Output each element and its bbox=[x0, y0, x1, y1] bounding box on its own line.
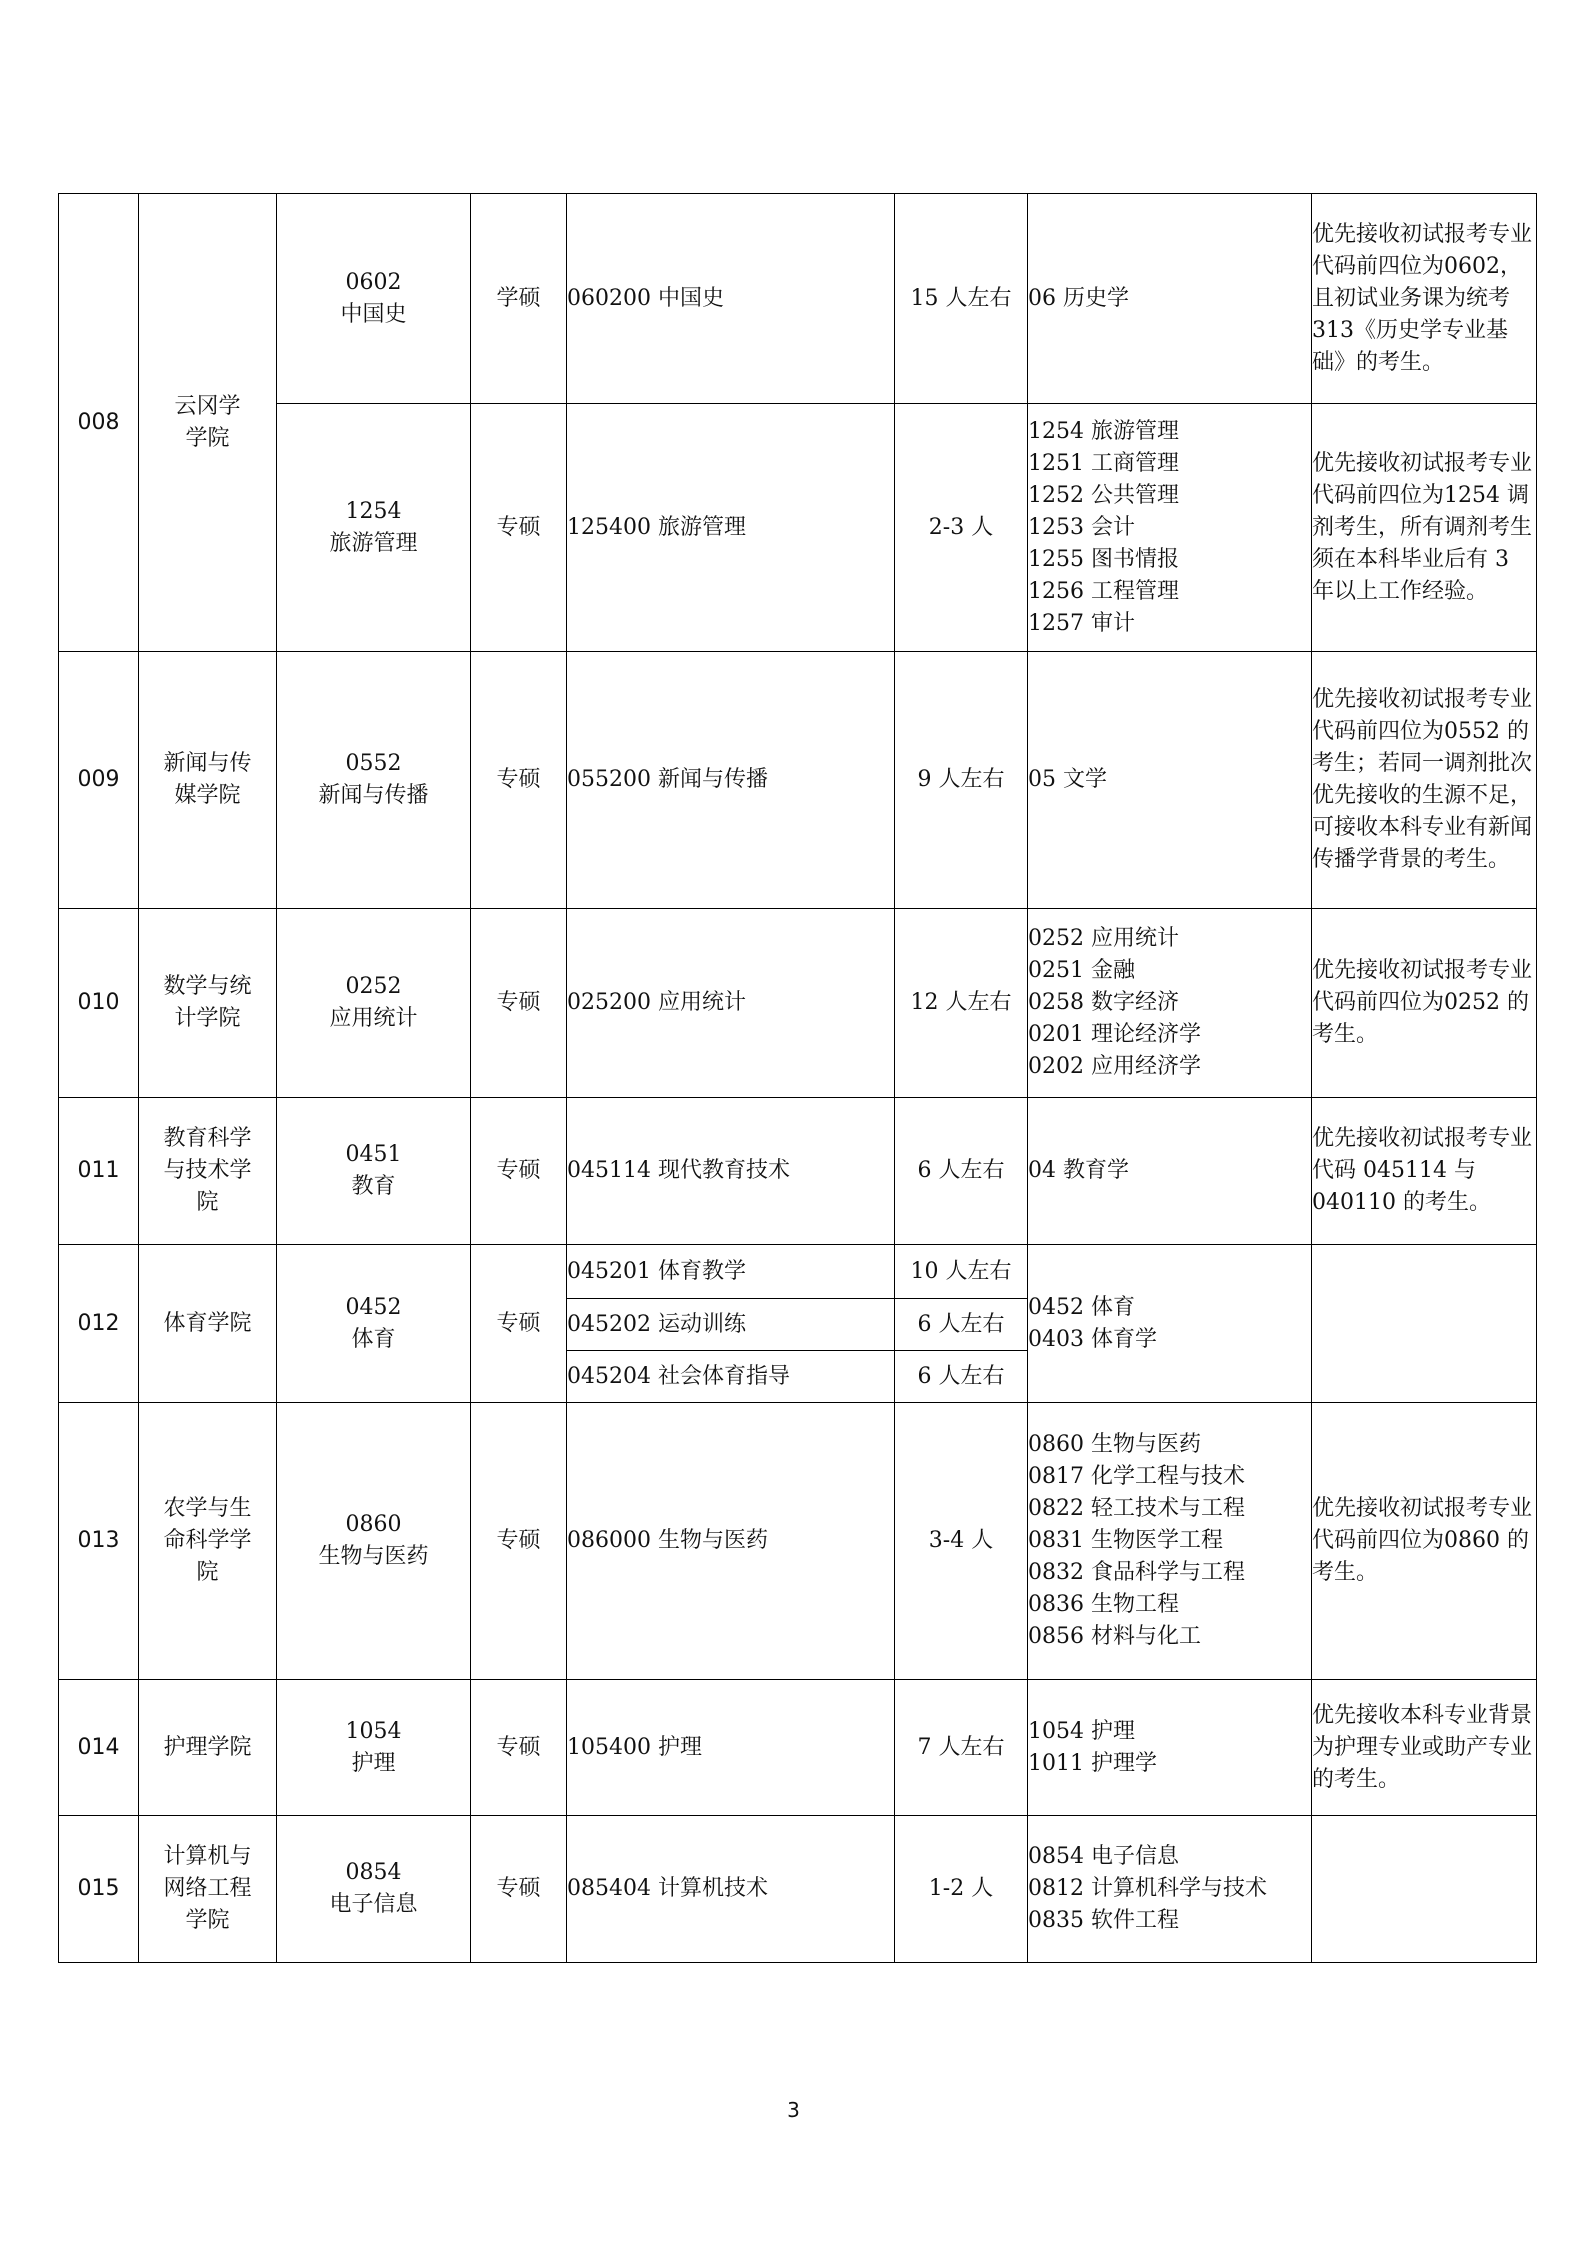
major-name: 中国史 bbox=[340, 301, 407, 327]
major-cell bbox=[277, 909, 471, 1098]
research-direction: 060200 中国史 bbox=[567, 194, 895, 404]
quota: 3-4 人 bbox=[895, 1403, 1028, 1680]
remark: 优先接收本科专业背景为护理专业或助产专业的考生。 bbox=[1312, 1680, 1537, 1816]
degree-type: 专硕 bbox=[471, 652, 567, 909]
research-direction: 086000 生物与医药 bbox=[567, 1403, 895, 1680]
research-direction: 045202 运动训练 bbox=[567, 1299, 895, 1351]
table-row bbox=[59, 1816, 1537, 1963]
degree-type: 专硕 bbox=[471, 1245, 567, 1403]
remark: 优先接收初试报考专业代码 045114 与 040110 的考生。 bbox=[1312, 1098, 1537, 1245]
major-cell bbox=[277, 1098, 471, 1245]
accept-majors: 1254 旅游管理 1251 工商管理 1252 公共管理 1253 会计 1255 图书情报 1256 工程管理 1257 审计 bbox=[1028, 404, 1312, 652]
page-number: 3 bbox=[787, 2098, 800, 2122]
college-name: 计算机与网络工程学院 bbox=[139, 1816, 277, 1963]
degree-type: 专硕 bbox=[471, 404, 567, 652]
major-cell bbox=[277, 1680, 471, 1816]
research-direction: 045114 现代教育技术 bbox=[567, 1098, 895, 1245]
table-row bbox=[59, 404, 1537, 652]
remark: 优先接收初试报考专业代码前四位为0552 的考生；若同一调剂批次优先接收的生源不足，可接收本科专业有新闻传播学背景的考生。 bbox=[1312, 652, 1537, 909]
major-cell bbox=[277, 1403, 471, 1680]
remark bbox=[1312, 1816, 1537, 1963]
degree-type: 专硕 bbox=[471, 1098, 567, 1245]
major-name: 体育 bbox=[351, 1326, 396, 1352]
degree-type: 专硕 bbox=[471, 1680, 567, 1816]
college-code: 014 bbox=[59, 1680, 139, 1816]
major-code: 0451 bbox=[345, 1142, 402, 1167]
college-name: 农学与生命科学学院 bbox=[139, 1403, 277, 1680]
major-code: 0252 bbox=[345, 974, 402, 999]
accept-majors: 05 文学 bbox=[1028, 652, 1312, 909]
college-code: 012 bbox=[59, 1245, 139, 1403]
table-row bbox=[59, 1680, 1537, 1816]
major-name: 生物与医药 bbox=[318, 1544, 429, 1569]
remark: 优先接收初试报考专业代码前四位为1254 调剂考生，所有调剂考生须在本科毕业后有 3 年以上工作经验。 bbox=[1312, 404, 1537, 652]
quota: 12 人左右 bbox=[895, 909, 1028, 1098]
college-name: 云冈学学院 bbox=[139, 194, 277, 652]
college-code: 015 bbox=[59, 1816, 139, 1963]
degree-type: 学硕 bbox=[471, 194, 567, 404]
quota: 10 人左右 bbox=[895, 1245, 1028, 1299]
adjustment-table bbox=[58, 193, 1537, 1963]
accept-majors: 0854 电子信息 0812 计算机科学与技术 0835 软件工程 bbox=[1028, 1816, 1312, 1963]
major-name: 新闻与传播 bbox=[318, 783, 429, 808]
major-code: 0860 bbox=[345, 1512, 402, 1537]
major-cell bbox=[277, 404, 471, 652]
quota: 6 人左右 bbox=[895, 1299, 1028, 1351]
accept-majors: 0252 应用统计 0251 金融 0258 数字经济 0201 理论经济学 0202 应用经济学 bbox=[1028, 909, 1312, 1098]
degree-type: 专硕 bbox=[471, 1816, 567, 1963]
college-code: 009 bbox=[59, 652, 139, 909]
college-code: 013 bbox=[59, 1403, 139, 1680]
quota: 6 人左右 bbox=[895, 1351, 1028, 1403]
degree-type: 专硕 bbox=[471, 909, 567, 1098]
degree-type: 专硕 bbox=[471, 1403, 567, 1680]
remark: 优先接收初试报考专业代码前四位为0252 的考生。 bbox=[1312, 909, 1537, 1098]
table-row bbox=[59, 652, 1537, 909]
college-code: 008 bbox=[59, 194, 139, 652]
major-code: 1254 bbox=[345, 498, 402, 524]
college-name: 数学与统计学院 bbox=[139, 909, 277, 1098]
quota: 1-2 人 bbox=[895, 1816, 1028, 1963]
quota: 15 人左右 bbox=[895, 194, 1028, 404]
major-name: 电子信息 bbox=[329, 1892, 418, 1917]
college-name: 新闻与传媒学院 bbox=[139, 652, 277, 909]
remark: 优先接收初试报考专业代码前四位为0860 的考生。 bbox=[1312, 1403, 1537, 1680]
research-direction: 085404 计算机技术 bbox=[567, 1816, 895, 1963]
major-code: 0854 bbox=[345, 1860, 402, 1885]
quota: 2-3 人 bbox=[895, 404, 1028, 652]
accept-majors: 0452 体育 0403 体育学 bbox=[1028, 1245, 1312, 1403]
major-code: 0552 bbox=[345, 751, 402, 776]
accept-majors: 04 教育学 bbox=[1028, 1098, 1312, 1245]
college-name: 体育学院 bbox=[139, 1245, 277, 1403]
research-direction: 055200 新闻与传播 bbox=[567, 652, 895, 909]
major-cell bbox=[277, 652, 471, 909]
major-name: 教育 bbox=[351, 1174, 396, 1199]
major-name: 应用统计 bbox=[329, 1006, 418, 1031]
major-cell bbox=[277, 194, 471, 404]
major-code: 0452 bbox=[345, 1294, 402, 1320]
college-code: 011 bbox=[59, 1098, 139, 1245]
major-cell bbox=[277, 1816, 471, 1963]
accept-majors: 1054 护理 1011 护理学 bbox=[1028, 1680, 1312, 1816]
major-name: 护理 bbox=[351, 1750, 396, 1776]
quota: 9 人左右 bbox=[895, 652, 1028, 909]
major-code: 0602 bbox=[345, 269, 402, 295]
college-code: 010 bbox=[59, 909, 139, 1098]
table-row bbox=[59, 1098, 1537, 1245]
remark: 优先接收初试报考专业代码前四位为0602，且初试业务课为统考 313《历史学专业基础》的考生。 bbox=[1312, 194, 1537, 404]
major-cell bbox=[277, 1245, 471, 1403]
research-direction: 025200 应用统计 bbox=[567, 909, 895, 1098]
research-direction: 105400 护理 bbox=[567, 1680, 895, 1816]
accept-majors: 0860 生物与医药 0817 化学工程与技术 0822 轻工技术与工程 0831 生物医学工程 0832 食品科学与工程 0836 生物工程 0856 材料与化工 bbox=[1028, 1403, 1312, 1680]
quota: 6 人左右 bbox=[895, 1098, 1028, 1245]
major-code: 1054 bbox=[345, 1718, 402, 1744]
research-direction: 125400 旅游管理 bbox=[567, 404, 895, 652]
table-row bbox=[59, 1245, 1537, 1299]
research-direction: 045201 体育教学 bbox=[567, 1245, 895, 1299]
table-row bbox=[59, 909, 1537, 1098]
major-name: 旅游管理 bbox=[329, 530, 418, 556]
table-row bbox=[59, 194, 1537, 404]
research-direction: 045204 社会体育指导 bbox=[567, 1351, 895, 1403]
accept-majors: 06 历史学 bbox=[1028, 194, 1312, 404]
table-row bbox=[59, 1403, 1537, 1680]
quota: 7 人左右 bbox=[895, 1680, 1028, 1816]
college-name: 护理学院 bbox=[139, 1680, 277, 1816]
remark bbox=[1312, 1245, 1537, 1403]
college-name: 教育科学与技术学院 bbox=[139, 1098, 277, 1245]
